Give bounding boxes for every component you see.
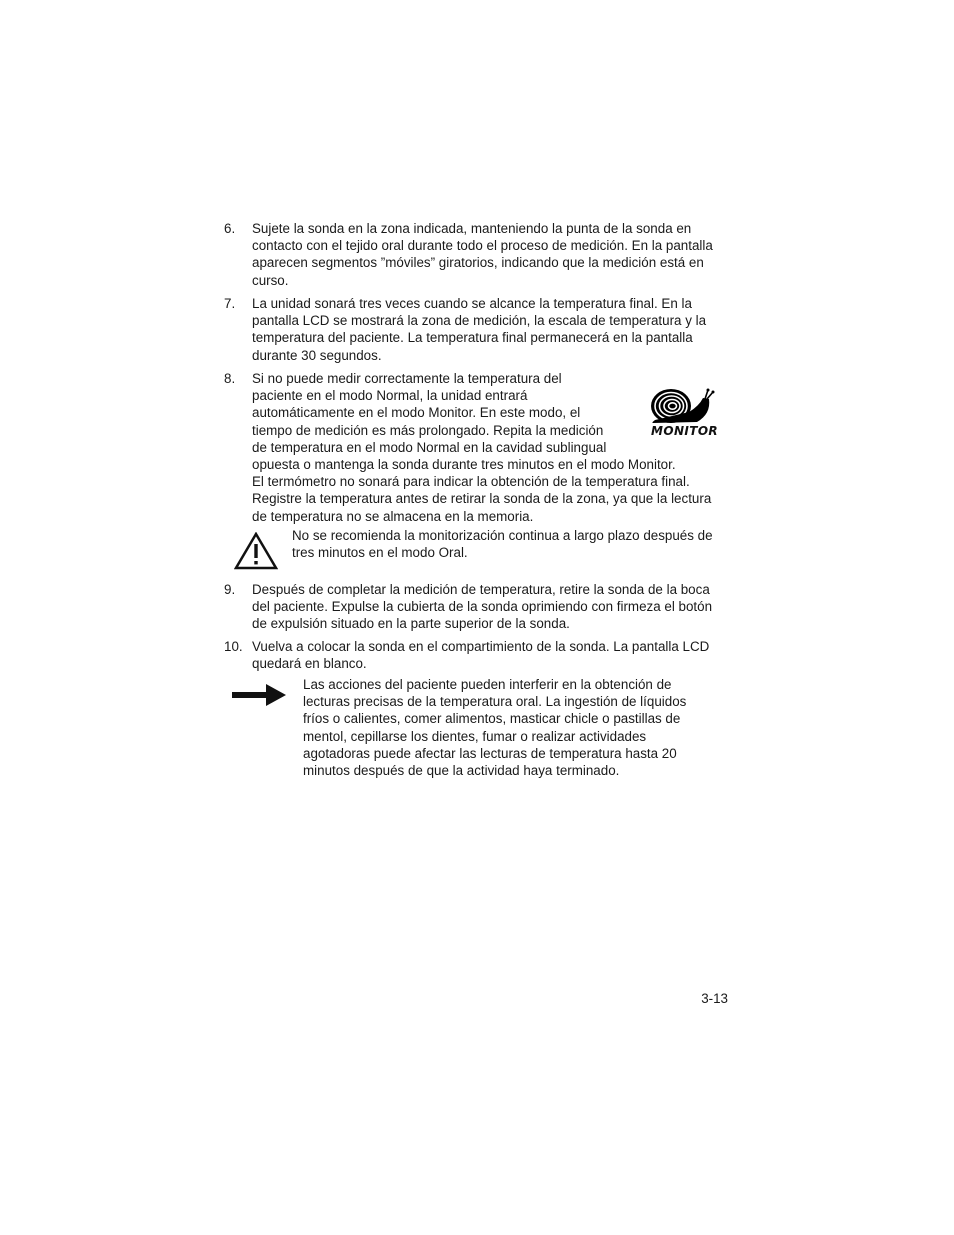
list-item-9	[224, 581, 728, 633]
warning-triangle-icon	[234, 532, 278, 570]
item-text-line: El termómetro no sonará para indicar la obtención de la temperatura final.	[252, 474, 690, 490]
arrow-note-text: Las acciones del paciente pueden interferir en la obtención de lecturas precisas de la temperatura oral. La ingestión de líquidos fríos o calientes, comer alimentos, masticar chicle o pastillas de mentol, cepillarse los dientes, fumar o realizar actividades agotadoras puede afectar las lecturas de temperatura hasta 20 minutos después de que la actividad haya terminado.	[303, 677, 687, 779]
monitor-mode-icon	[645, 384, 723, 440]
warning-note	[232, 526, 732, 574]
list-item-7	[224, 295, 728, 364]
item-text-line: tiempo de medición es más prolongado. Repita la medición	[252, 422, 604, 438]
item-number: 10.	[224, 639, 243, 654]
item-text: La unidad sonará tres veces cuando se alcance la temperatura final. En la pantalla LCD se mostrará la zona de medición, la escala de temperatura y la temperatura del paciente. La temperatura final permanecerá en la pantalla durante 30 segundos.	[252, 296, 707, 363]
item-text: Vuelva a colocar la sonda en el compartimiento de la sonda. La pantalla LCD quedará en blanco.	[252, 639, 710, 672]
warning-note-text: No se recomienda la monitorización continua a largo plazo después de tres minutos en el modo Oral.	[292, 528, 713, 561]
item-number: 9.	[224, 582, 236, 597]
item-text-line: de temperatura en el modo Normal en la cavidad sublingual	[252, 439, 607, 455]
snail-icon	[645, 384, 723, 426]
item-text-line: Si no puede medir correctamente la temperatura del	[252, 371, 562, 386]
item-text-line: Registre la temperatura antes de retirar la sonda de la zona, ya que la lectura	[252, 491, 712, 507]
page-number: 3-13	[701, 991, 728, 1006]
arrow-note	[230, 676, 730, 780]
item-text-line: automáticamente en el modo Monitor. En este modo, el	[252, 405, 581, 421]
arrow-right-icon	[230, 682, 288, 708]
item-number: 6.	[224, 221, 236, 236]
item-text-line: paciente en el modo Normal, la unidad entrará	[252, 388, 528, 404]
item-text-line: de temperatura no se almacena en la memoria.	[252, 508, 534, 524]
item-text-line: opuesta o mantenga la sonda durante tres minutos en el modo Monitor.	[252, 457, 676, 473]
item-number: 7.	[224, 296, 236, 311]
list-item-6	[224, 220, 728, 289]
monitor-label: MONITOR	[651, 424, 719, 438]
item-number: 8.	[224, 371, 236, 386]
item-text: Sujete la sonda en la zona indicada, manteniendo la punta de la sonda en contacto con el tejido oral durante todo el proceso de medición. En la pantalla aparecen segmentos ”móviles” giratorios, indicando que la medición está en curso.	[252, 221, 713, 288]
item-text: Después de completar la medición de temperatura, retire la sonda de la boca del paciente. Expulse la cubierta de la sonda oprimiendo con firmeza el botón de expulsión situado en la parte superior de la sonda.	[252, 582, 713, 632]
list-item-10	[224, 638, 728, 672]
